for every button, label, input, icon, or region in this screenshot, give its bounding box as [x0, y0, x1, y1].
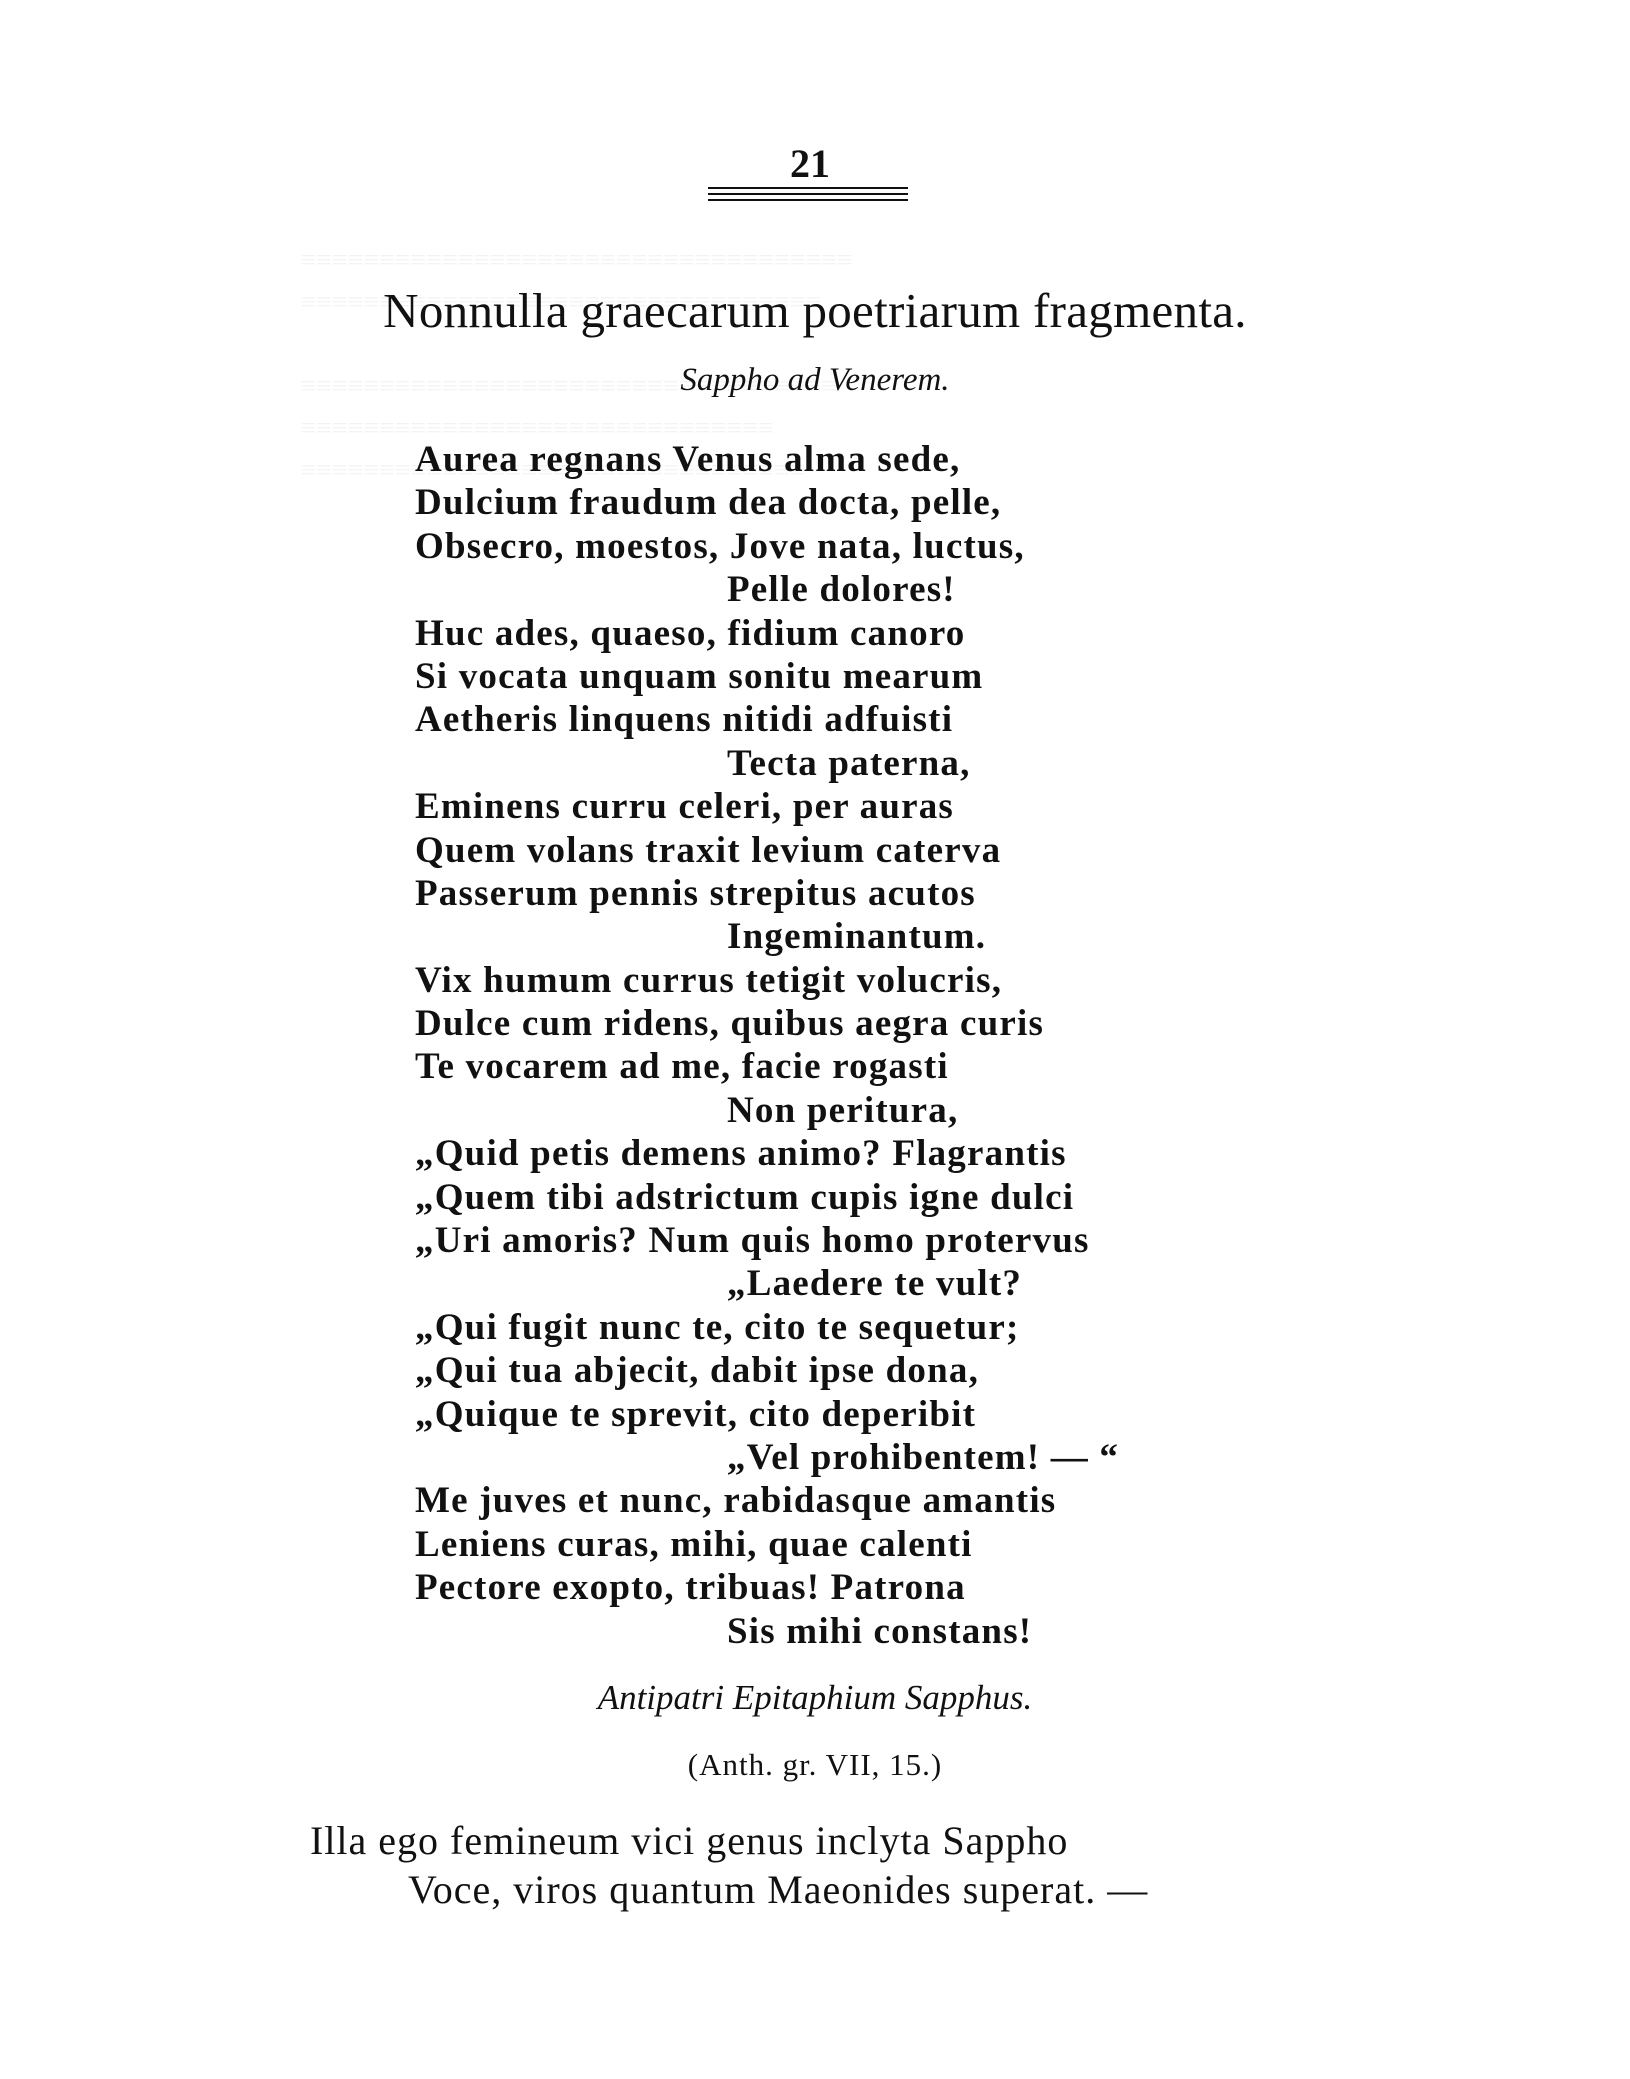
verse-line: Te vocarem ad me, facie rogasti — [415, 1046, 949, 1088]
verse-line: Huc ades, quaeso, fidium canoro — [415, 612, 966, 654]
verse-line: Passerum pennis strepitus acutos — [415, 872, 976, 914]
verse-line: Si vocata unquam sonitu mearum — [415, 655, 984, 697]
verse-line: Non peritura, — [727, 1089, 959, 1131]
verse-line: Quem volans traxit levium caterva — [415, 829, 1002, 871]
verse-line: „Vel prohibentem! — “ — [727, 1436, 1120, 1478]
verse-line: Sis mihi constans! — [727, 1610, 1033, 1652]
verse-line: Pectore exopto, tribuas! Patrona — [415, 1567, 966, 1609]
verse-line: Pelle dolores! — [727, 569, 956, 611]
verse-line: Dulcium fraudum dea docta, pelle, — [415, 482, 1002, 524]
verse-line: „Quique te sprevit, cito deperibit — [415, 1393, 977, 1435]
header-rule — [708, 193, 908, 195]
verse-line: Obsecro, moestos, Jove nata, luctus, — [415, 525, 1025, 567]
verse-line: Aetheris linquens nitidi adfuisti — [415, 699, 954, 741]
verse-line: Vix humum currus tetigit volucris, — [415, 959, 1003, 1001]
verse-line: „Qui tua abjecit, dabit ipse dona, — [415, 1350, 980, 1392]
verse-line: „Quem tibi adstrictum cupis igne dulci — [415, 1176, 1075, 1218]
verse-line: Illa ego femineum vici genus inclyta Sappho — [310, 1818, 1069, 1863]
verse-line: Ingeminantum. — [727, 916, 987, 958]
verse-line: „Qui fugit nunc te, cito te sequetur; — [415, 1306, 1020, 1348]
verse-line: „Uri amoris? Num quis homo protervus — [415, 1220, 1090, 1262]
poem-heading: Sappho ad Venerem. — [680, 362, 950, 398]
verse-line: „Quid petis demens animo? Flagrantis — [415, 1133, 1067, 1175]
verse-line: Eminens curru celeri, per auras — [415, 786, 955, 828]
verse-line: Leniens curas, mihi, quae calenti — [415, 1523, 973, 1565]
header-rule — [708, 187, 908, 189]
poem-verses — [415, 438, 1119, 1653]
epitaph-source: (Anth. gr. VII, 15.) — [687, 1747, 943, 1782]
verse-line: Voce, viros quantum Maeonides superat. — — [408, 1867, 1149, 1912]
page-number: 21 — [790, 141, 830, 186]
epitaph-verses — [310, 1816, 1148, 1914]
verse-line: Tecta paterna, — [727, 742, 971, 784]
verse-line: Me juves et nunc, rabidasque amantis — [415, 1480, 1057, 1522]
epitaph-heading: Antipatri Epitaphium Sapphus. — [597, 1678, 1033, 1717]
page-title: Nonnulla graecarum poetriarum fragmenta. — [383, 283, 1247, 338]
verse-line: Aurea regnans Venus alma sede, — [415, 439, 961, 480]
header-rule — [708, 199, 908, 201]
verse-line: Dulce cum ridens, quibus aegra curis — [415, 1003, 1045, 1045]
verse-line: „Laedere te vult? — [727, 1263, 1023, 1305]
